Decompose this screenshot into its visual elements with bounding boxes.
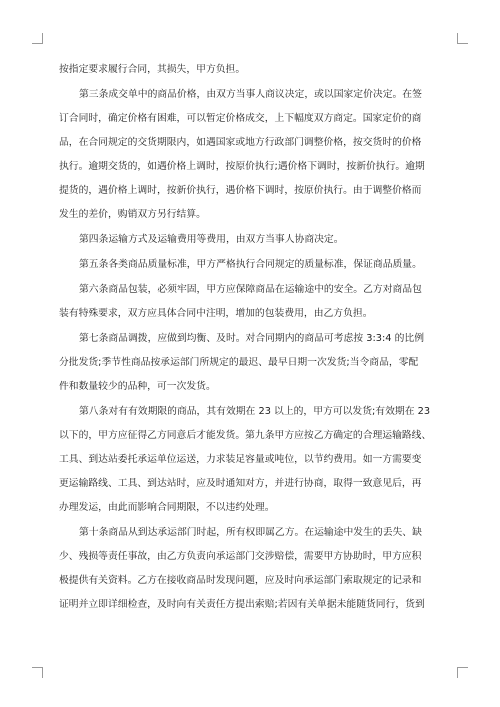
text-line: 工具、到达站委托承运单位运送，力求装足容量或吨位，以节约费用。如一方需要变	[59, 454, 422, 465]
text-line: 第三条成交单中的商品价格，由双方当事人商议决定，或以国家定价决定。在签	[79, 89, 422, 100]
text-line: 第四条运输方式及运输费用等费用，由双方当事人协商决定。	[79, 234, 344, 245]
text-line: 执行。逾期交货的，如遇价格上调时，按原价执行;遇价格下调时，按新价执行。逾期	[59, 161, 425, 172]
text-line: 发生的差价，购销双方另行结算。	[59, 209, 206, 220]
text-line: 分批发货;季节性商品按承运部门所规定的最迟、最早日期一次发货;当令商品，零配	[59, 357, 419, 368]
text-line: 提货的，遇价格上调时，按新价执行，遇价格下调时，按原价执行。由于调整价格而	[59, 185, 422, 196]
text-line: 第七条商品调拨，应做到均衡、及时。对合同期内的商品可考虑按 3:3:4 的比例	[79, 333, 425, 344]
text-line: 装有特殊要求，双方应具体合同中注明，增加的包装费用，由乙方负担。	[59, 308, 373, 319]
crop-mark-top-left	[32, 33, 43, 44]
text-line: 订合同时，确定价格有困难，可以暂定价格成交，上下幅度双方商定。国家定价的商	[59, 113, 422, 124]
crop-mark-bottom-right	[457, 667, 468, 678]
text-line: 极提供有关资料。乙方在接收商品时发现问题，应及时向承运部门索取规定的记录和	[59, 575, 422, 586]
text-line: 以下的，甲方应征得乙方同意后才能发货。第九条甲方应按乙方确定的合理运输路线、	[59, 430, 432, 441]
text-line: 品，在合同规定的交货期限内，如遇国家或地方行政部门调整价格，按交货时的价格	[59, 137, 422, 148]
text-line: 第六条商品包装，必须牢固，甲方应保障商品在运输途中的安全。乙方对商品包	[79, 284, 422, 295]
crop-mark-top-right	[457, 33, 468, 44]
text-line: 第十条商品从到达承运部门时起，所有权即属乙方。在运输途中发生的丢失、缺	[79, 527, 422, 538]
text-line: 少、残损等责任事故，由乙方负责向承运部门交涉赔偿，需要甲方协助时，甲方应积	[59, 551, 422, 562]
text-line: 第五条各类商品质量标准，甲方严格执行合同规定的质量标准，保证商品质量。	[79, 259, 422, 270]
text-line: 办理发运，由此而影响合同期限，不以违约处理。	[59, 502, 275, 513]
text-line: 更运输路线、工具、到达站时，应及时通知对方，并进行协商，取得一致意见后，再	[59, 478, 422, 489]
text-line: 件和数量较少的品种，可一次发货。	[59, 381, 216, 392]
crop-mark-bottom-left	[32, 667, 43, 678]
text-line: 按指定要求履行合同，其损失，甲方负担。	[59, 64, 246, 75]
text-line: 第八条对有有效期限的商品，其有效期在 23 以上的，甲方可以发货;有效期在 23	[79, 406, 431, 417]
text-line: 证明并立即详细检查，及时向有关责任方提出索赔;若因有关单据未能随货同行，货到	[59, 599, 425, 610]
document-body	[59, 63, 445, 611]
